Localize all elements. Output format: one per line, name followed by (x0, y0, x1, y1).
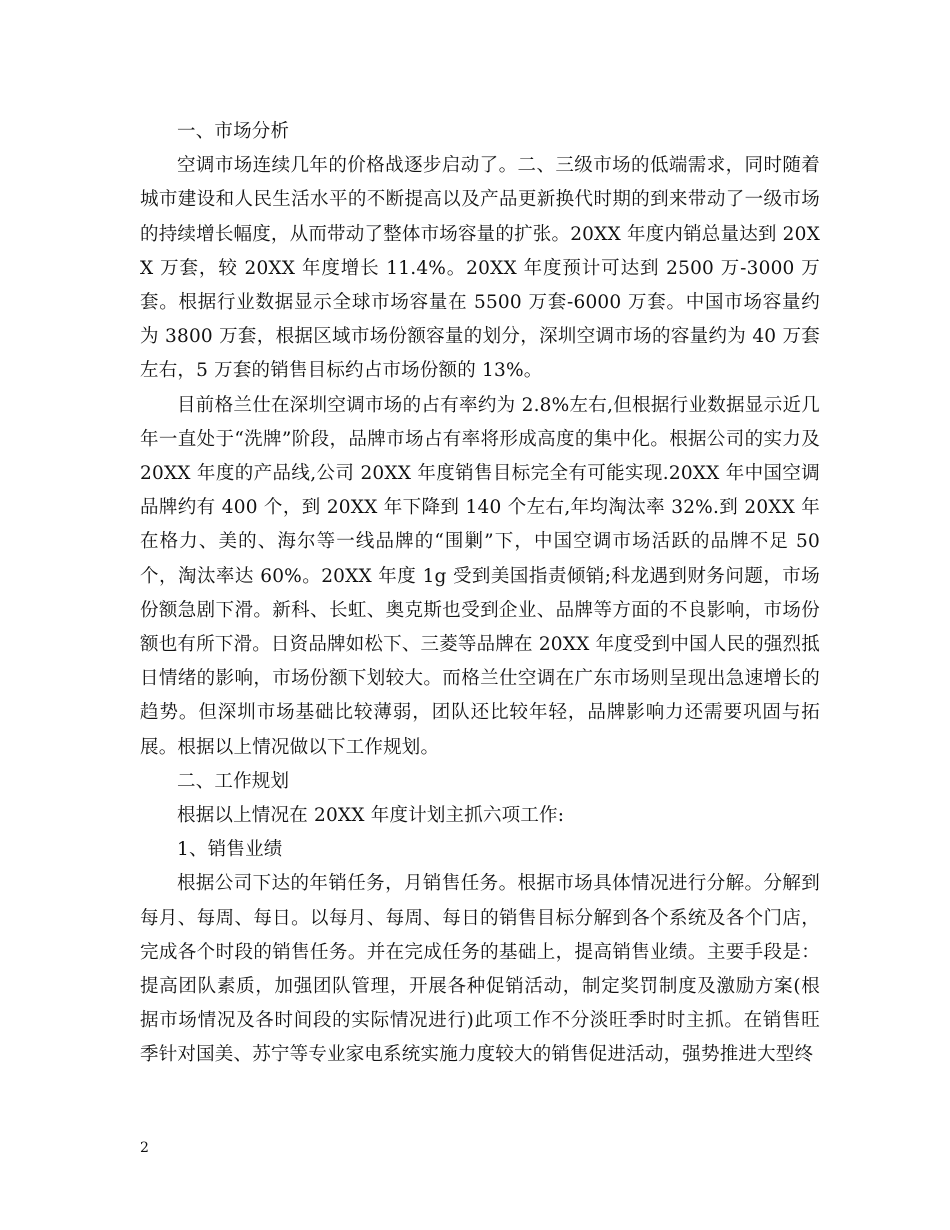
subheading-sales-performance: 1、销售业绩 (177, 839, 283, 861)
paragraph-brand-share: 目前格兰仕在深圳空调市场的占有率约为 2.8%左右,但根据行业数据显示近几年一直处于“洗牌”阶段，品牌市场占有率将形成高度的集中化。根据公司的实力及 20XX 年度的产品线,公司 20XX 年度销售目标完全有可能实现.20XX 年中国空调品牌约有 400 个，到 20XX 年下降到 140 个左右,年均淘汰率 32%.到 20XX 年在格力、美的、海尔等一线品牌的“围剿”下，中国空调市场活跃的品牌不足 50 个，淘汰率达 60%。20XX 年度 1g 受到美国指责倾销;科龙遇到财务问题，市场份额急剧下滑。新科、长虹、奥克斯也受到企业、品牌等方面的不良影响，市场份额也有所下滑。日资品牌如松下、三菱等品牌在 20XX 年度受到中国人民的强烈抵日情绪的影响，市场份额下划较大。而格兰仕空调在广东市场则呈现出急速增长的趋势。但深圳市场基础比较薄弱，团队还比较年轻，品牌影响力还需要巩固与拓展。根据以上情况做以下工作规划。 (140, 394, 820, 758)
page-number: 2 (140, 1140, 149, 1156)
section-heading-market-analysis: 一、市场分析 (177, 121, 290, 142)
paragraph-market-overview: 空调市场连续几年的价格战逐步启动了。二、三级市场的低端需求，同时随着城市建设和人民生活水平的不断提高以及产品更新换代时期的到来带动了一级市场的持续增长幅度，从而带动了整体市场容量的扩张。20XX 年度内销总量达到 20XX 万套，较 20XX 年度增长 11.4%。20XX 年度预计可达到 2500 万-3000 万套。根据行业数据显示全球市场容量在 5500 万套-6000 万套。中国市场容量约为 3800 万套，根据区域市场份额容量的划分，深圳空调市场的容量约为 40 万套左右，5 万套的销售目标约占市场份额的 13%。 (140, 155, 820, 382)
paragraph-sales-plan: 根据公司下达的年销任务，月销售任务。根据市场具体情况进行分解。分解到每月、每周、每日。以每月、每周、每日的销售目标分解到各个系统及各个门店，完成各个时段的销售任务。并在完成任务的基础上，提高销售业绩。主要手段是：提高团队素质，加强团队管理，开展各种促销活动，制定奖罚制度及激励方案(根据市场情况及各时间段的实际情况进行)此项工作不分淡旺季时时主抓。在销售旺季针对国美、苏宁等专业家电系统实施力度较大的销售促进活动，强势推进大型终 (140, 873, 820, 1066)
section-heading-work-plan: 二、工作规划 (177, 770, 290, 792)
paragraph-six-tasks: 根据以上情况在 20XX 年度计划主抓六项工作: (177, 805, 565, 827)
document-body (140, 115, 820, 1073)
